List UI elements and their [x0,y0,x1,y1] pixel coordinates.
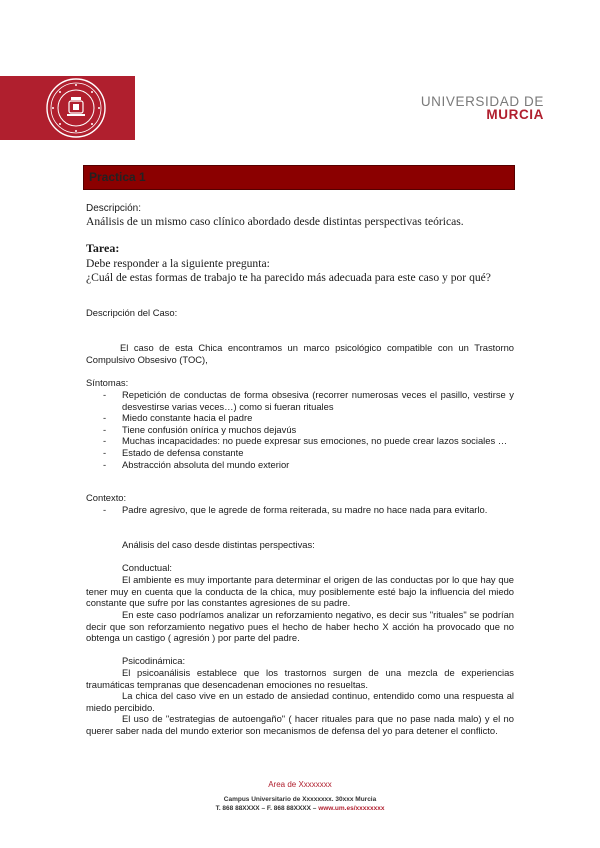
tarea-line-2: ¿Cuál de estas formas de trabajo te ha parecido más adecuada para este caso y por qué? [86,271,491,284]
conductual-label: Conductual: [122,562,173,573]
caso-intro: El caso de esta Chica encontramos un marco psicológico compatible con un Trastorno Compulsivo Obsesivo (TOC), [86,342,514,365]
university-name [421,95,544,121]
psicodinamica-paragraph-1: El psicoanálisis establece que los trastornos surgen de una mezcla de experiencias traumáticas tempranas que desencadenan emociones no resueltas. [86,667,514,690]
list-item: - Repetición de conductas de forma obsesiva (recorrer numerosas veces el pasillo, vestirse y desvestirse varias veces…) como si fueran rituales [103,389,514,412]
title-bar [83,165,515,190]
list-item: - Muchas incapacidades: no puede expresar sus emociones, no puede crear lazos sociales … [103,435,514,447]
footer-web-link[interactable]: www.um.es/xxxxxxxx [318,805,385,812]
university-seal-icon [45,77,107,139]
list-item: - Miedo constante hacia el padre [103,412,514,424]
list-item: - Estado de defensa constante [103,447,514,459]
footer-campus: Campus Universitario de Xxxxxxxx. 30xxx Murcia [223,796,377,803]
list-item: - Tiene confusión onírica y muchos dejavús [103,424,514,436]
descripcion-text: Análisis de un mismo caso clínico abordado desde distintas perspectivas teóricas. [86,215,464,228]
page-title: Practica 1 [89,170,146,184]
analisis-heading: Análisis del caso desde distintas perspectivas: [122,539,315,550]
footer-contact [0,805,600,812]
footer-area: Area de Xxxxxxxx [268,780,332,789]
list-item: - Padre agresivo, que le agrede de forma reiterada, su madre no hace nada para evitarlo. [103,504,514,516]
psicodinamica-label: Psicodinámica: [122,655,186,666]
psicodinamica-paragraph-3: El uso de "estrategias de autoengaño" ( hacer rituales para que no pase nada malo) y el no querer saber nada del mundo exterior son mecanismos de defensa del yo para detener el conflicto. [86,713,514,736]
psicodinamica-paragraph-2: La chica del caso vive en un estado de ansiedad continuo, entendido como una respuesta al miedo percibido. [86,690,514,713]
list-item: - Abstracción absoluta del mundo exterior [103,459,514,471]
tarea-line-1: Debe responder a la siguiente pregunta: [86,257,270,270]
caso-heading: Descripción del Caso: [86,307,178,318]
sintomas-list [103,389,514,470]
contexto-list [103,504,514,516]
conductual-paragraph-2: En este caso podríamos analizar un reforzamiento negativo, es decir sus "rituales" se podrían decir que son reforzamiento negativo pues el hecho de haber hecho X acción ha provocado que no obtenga un castigo ( agresión ) por parte del padre. [86,609,514,644]
conductual-paragraph-1: El ambiente es muy importante para determinar el origen de las conductas por lo que hay que tener muy en cuenta que la conducta de la chica, muy posiblemente esté bajo la influencia del miedo constante que sufre por las constantes agresiones de su padre. [86,574,514,609]
sintomas-label: Síntomas: [86,377,129,388]
university-line-1: UNIVERSIDAD DE [420,94,544,109]
descripcion-label: Descripción: [86,203,142,214]
footer-phone: T. 868 88XXXX – F. 868 88XXXX – [215,805,319,812]
university-line-2: MURCIA [486,107,544,122]
tarea-label: Tarea: [86,241,120,255]
contexto-label: Contexto: [86,492,127,503]
